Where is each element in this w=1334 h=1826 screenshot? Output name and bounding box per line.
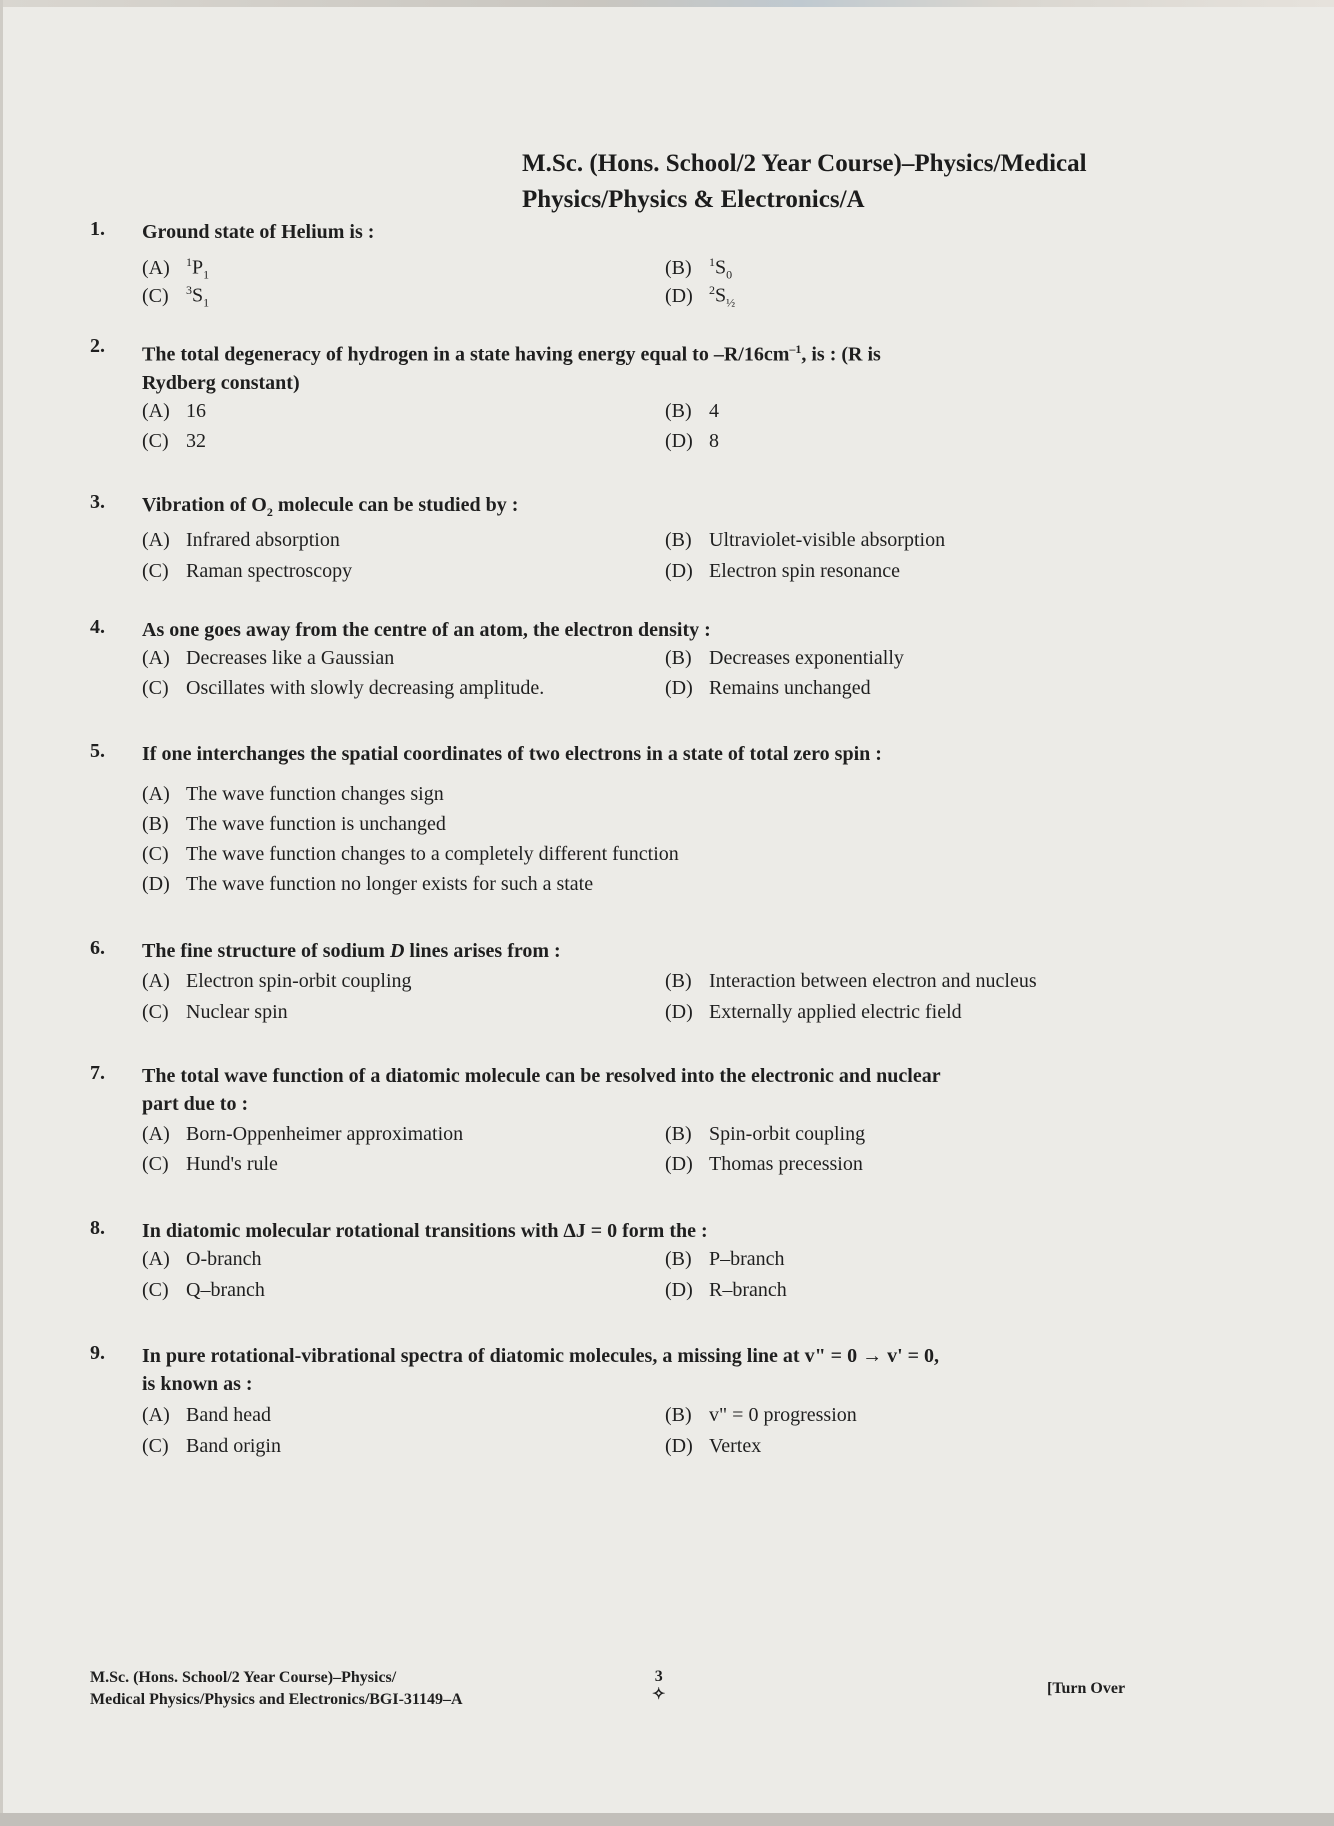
question-9 [90, 1342, 1250, 1457]
page-left-edge [0, 0, 3, 1826]
option-c[interactable]: (C) Raman spectroscopy [142, 560, 353, 582]
question-number: 1. [90, 218, 105, 240]
question-number: 4. [90, 616, 105, 638]
question-number: 5. [90, 740, 105, 762]
option-d[interactable]: (D) R–branch [665, 1279, 787, 1301]
option-a[interactable]: (A) The wave function changes sign [142, 783, 444, 805]
question-text: If one interchanges the spatial coordinates of two electrons in a state of total zero spin : [142, 743, 882, 765]
question-number: 3. [90, 491, 105, 513]
option-a[interactable]: (A) $^1P_1$ [142, 255, 210, 282]
option-a[interactable]: (A) O-branch [142, 1248, 262, 1270]
option-b[interactable]: (B) $^1S_0$ [665, 255, 733, 282]
question-text: Vibration of $O_2$ molecule can be studied by : [142, 494, 519, 519]
page-mark-icon: ✧ [652, 1686, 666, 1703]
option-b[interactable]: (B) 4 [665, 399, 719, 422]
option-a[interactable]: (A) Electron spin-orbit coupling [142, 970, 412, 992]
option-d[interactable]: (D) $^2S_{\frac{1}{2}}$ [665, 283, 736, 310]
option-b[interactable]: (B) Interaction between electron and nucleus [665, 970, 1037, 992]
option-d[interactable]: (D) Vertex [665, 1435, 762, 1457]
footer-course-code: M.Sc. (Hons. School/2 Year Course)–Physics/ Medical Physics/Physics and Electronics/BGI-31149–A [90, 1669, 463, 1708]
question-text: As one goes away from the centre of an atom, the electron density : [142, 619, 711, 641]
turn-over-label: [Turn Over [1047, 1680, 1126, 1697]
option-b[interactable]: (B) P–branch [665, 1248, 785, 1270]
question-number: 8. [90, 1217, 105, 1239]
option-c[interactable]: (C) The wave function changes to a completely different function [142, 843, 679, 865]
option-d[interactable]: (D) Thomas precession [665, 1153, 863, 1175]
option-b[interactable]: (B) Decreases exponentially [665, 647, 904, 669]
option-d[interactable]: (D) The wave function no longer exists for such a state [142, 873, 594, 895]
option-b[interactable]: (B) The wave function is unchanged [142, 813, 446, 835]
question-text: The fine structure of sodium D lines arises from : [142, 940, 561, 962]
option-c[interactable]: (C) Q–branch [142, 1279, 265, 1301]
question-text: In pure rotational-vibrational spectra of diatomic molecules, a missing line at v" = 0 → v' = 0, is known as : [142, 1345, 940, 1395]
question-text: In diatomic molecular rotational transitions with ∆J = 0 form the : [142, 1220, 708, 1242]
option-a[interactable]: (A) Band head [142, 1404, 271, 1426]
option-c[interactable]: (C) Hund's rule [142, 1153, 278, 1175]
option-b[interactable]: (B) Ultraviolet-visible absorption [665, 529, 946, 551]
title-line-2: Physics/Physics & Electronics/A [522, 186, 865, 213]
option-c[interactable]: (C) Nuclear spin [142, 1001, 288, 1023]
option-c[interactable]: (C) 32 [142, 429, 206, 452]
page-bottom-edge [0, 1813, 1334, 1826]
option-d[interactable]: (D) 8 [665, 429, 719, 452]
option-d[interactable]: (D) Remains unchanged [665, 677, 871, 699]
question-text: The total degeneracy of hydrogen in a state having energy equal to $-R/16cm^{-1}$, is : (R is Rydberg constant) [142, 342, 881, 394]
title-line-1: M.Sc. (Hons. School/2 Year Course)–Physics/Medical [522, 150, 1087, 177]
option-a[interactable]: (A) Born-Oppenheimer approximation [142, 1123, 464, 1145]
question-number: 6. [90, 937, 105, 959]
option-a[interactable]: (A) Decreases like a Gaussian [142, 647, 395, 669]
question-5 [90, 740, 1250, 895]
page-top-edge [0, 0, 1334, 7]
question-6 [90, 937, 1250, 1023]
question-3 [90, 491, 1250, 582]
question-number: 9. [90, 1342, 105, 1364]
option-c[interactable]: (C) Band origin [142, 1435, 281, 1457]
page-title [522, 146, 1242, 218]
option-d[interactable]: (D) Externally applied electric field [665, 1001, 962, 1023]
option-c[interactable]: (C) Oscillates with slowly decreasing amplitude. [142, 677, 545, 699]
option-b[interactable]: (B) v" = 0 progression [665, 1404, 857, 1426]
question-number: 7. [90, 1062, 105, 1084]
option-a[interactable]: (A) Infrared absorption [142, 529, 340, 551]
question-number: 2. [90, 335, 105, 357]
question-7 [90, 1062, 1250, 1175]
question-8 [90, 1217, 1250, 1301]
question-text: The total wave function of a diatomic molecule can be resolved into the electronic and nuclear part due to : [142, 1065, 941, 1115]
option-c[interactable]: (C) $^3S_1$ [142, 283, 210, 310]
page-number: 3 ✧ [652, 1668, 666, 1703]
option-a[interactable]: (A) 16 [142, 399, 206, 422]
question-text: Ground state of Helium is : [142, 221, 375, 243]
question-1 [90, 218, 1250, 310]
option-b[interactable]: (B) Spin-orbit coupling [665, 1123, 866, 1145]
question-4 [90, 616, 1250, 699]
question-2 [90, 335, 1250, 452]
option-d[interactable]: (D) Electron spin resonance [665, 560, 901, 582]
